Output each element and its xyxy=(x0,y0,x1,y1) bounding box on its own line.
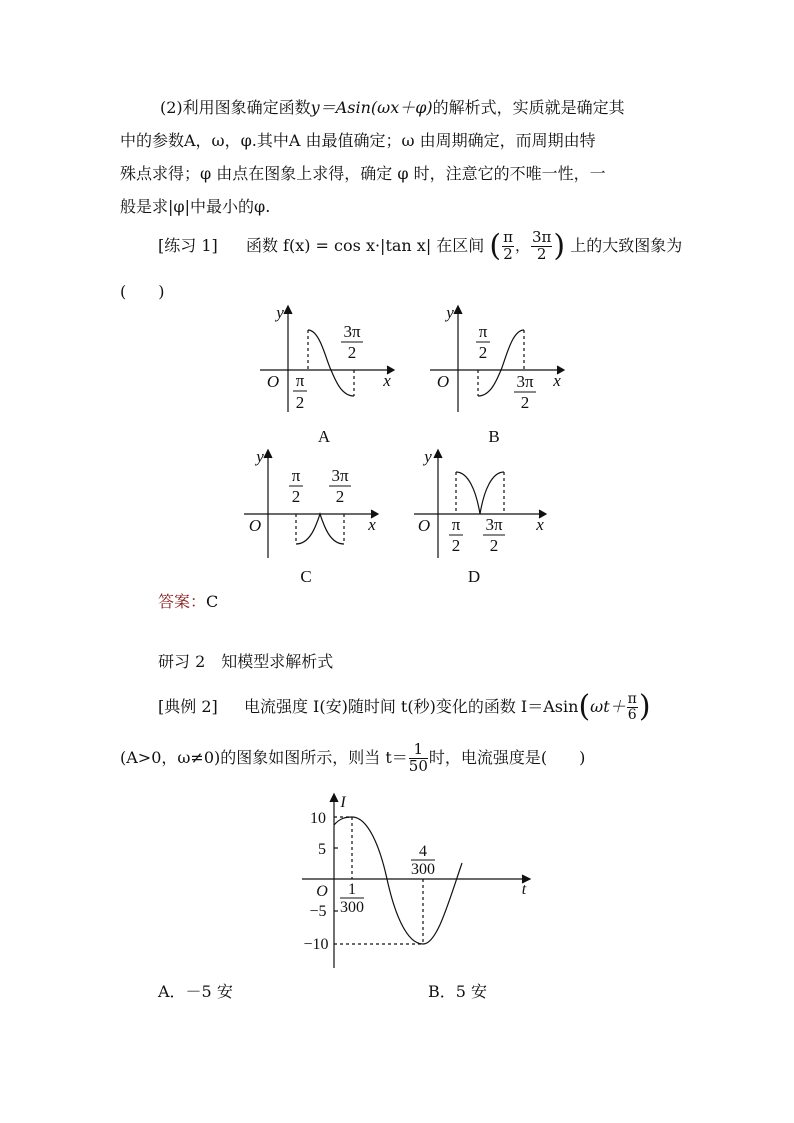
graph-c xyxy=(244,450,378,558)
answer-value: C xyxy=(206,592,219,611)
graph-a-caption: A xyxy=(317,427,331,446)
graph-b-origin: O xyxy=(436,372,450,391)
graph-a-y-label: y xyxy=(276,303,284,322)
graph-a-3pi-num: 3π xyxy=(343,322,361,341)
graph-d-pi-den: 2 xyxy=(451,536,461,555)
option-graphs xyxy=(240,300,570,590)
graph-b-3pi-den: 2 xyxy=(520,393,530,412)
answer-label: 答案： xyxy=(158,592,207,611)
graph-b-3pi-num: 3π xyxy=(516,372,534,391)
tick-5: 5 xyxy=(318,841,326,858)
trough-t-den: 300 xyxy=(411,861,435,878)
current-x-label: t xyxy=(521,881,527,898)
graph-b-y-label: y xyxy=(446,303,454,322)
graph-a-pi-num: π xyxy=(295,371,305,390)
graph-a-origin: O xyxy=(266,372,280,391)
graph-a-x-label: x xyxy=(383,371,391,390)
trough-t-num: 4 xyxy=(419,843,427,860)
graph-c-3pi-den: 2 xyxy=(335,487,345,506)
current-graph xyxy=(296,792,532,972)
graph-c-caption: C xyxy=(300,567,312,586)
section-title: 研习 2 知模型求解析式 xyxy=(158,652,334,671)
graph-a-3pi-den: 2 xyxy=(347,343,357,362)
intro-line-4: 般是求|φ|中最小的φ. xyxy=(120,197,271,216)
graph-c-x-label: x xyxy=(368,515,376,534)
graph-c-y-label: y xyxy=(256,447,264,466)
graph-b-pi-num: π xyxy=(478,322,488,341)
graph-c-pi-den: 2 xyxy=(291,487,301,506)
peak-t-den: 300 xyxy=(340,899,364,916)
graph-b-x-label: x xyxy=(553,371,561,390)
graph-d-y-label: y xyxy=(424,447,432,466)
example-2-line-2: (A>0，ω≠0)的图象如图所示，则当 t＝ $\frac{1}{50}$ 时，电流强度是( ) xyxy=(120,740,586,775)
graph-c-origin: O xyxy=(248,516,262,535)
exercise-1: [练习 1] 函数 f(x) = cos x·|tan x| 在区间 ( $\frac{\pi}{2}$ ， $\frac{3\pi}{2}$ ) 上的大致图象为 xyxy=(158,228,683,264)
example-tag: [典例 2] xyxy=(158,697,218,717)
exercise-1-blank: ( ) xyxy=(120,282,165,301)
current-y-label: I xyxy=(340,794,346,811)
intro-line-2: 中的参数A，ω，φ.其中A 由最值确定；ω 由周期确定，而周期由特 xyxy=(120,131,596,150)
intro-line-3: 殊点求得；φ 由点在图象上求得，确定 φ 时，注意它的不唯一性，一 xyxy=(120,164,606,183)
graph-c-3pi-num: 3π xyxy=(331,466,349,485)
graph-d-pi-num: π xyxy=(451,515,461,534)
graph-d-3pi-num: 3π xyxy=(485,515,503,534)
answer-1 xyxy=(158,594,218,610)
choice-b: B．5 安 xyxy=(428,982,488,1001)
graph-b-caption: B xyxy=(488,427,500,446)
graph-d-caption: D xyxy=(467,567,481,586)
graph-d-origin: O xyxy=(417,516,431,535)
graph-b-pi-den: 2 xyxy=(478,343,488,362)
exercise-tag: [练习 1] xyxy=(158,236,218,256)
tick-neg-5: −5 xyxy=(309,903,327,920)
current-origin: O xyxy=(316,883,328,900)
graph-a-pi-den: 2 xyxy=(295,393,305,412)
graph-d-x-label: x xyxy=(536,515,544,534)
choice-a: A．－5 安 xyxy=(158,982,233,1001)
example-2-line-1: [典例 2] 电流强度 I(安)随时间 t(秒)变化的函数 I＝Asin(ωt＋ $\frac{\pi}{6}$ ) xyxy=(158,689,651,725)
intro-line-1: (2)利用图象确定函数y＝Asin(ωx＋φ)的解析式，实质就是确定其 xyxy=(160,98,625,117)
tick-10: 10 xyxy=(310,810,326,827)
tick-neg-10: −10 xyxy=(303,936,329,953)
graph-c-pi-num: π xyxy=(291,466,301,485)
graph-d-3pi-den: 2 xyxy=(489,536,499,555)
graph-d xyxy=(414,450,546,558)
peak-t-num: 1 xyxy=(348,881,356,898)
interval: ( $\frac{\pi}{2}$ ， $\frac{3\pi}{2}$ ) xyxy=(489,228,566,264)
